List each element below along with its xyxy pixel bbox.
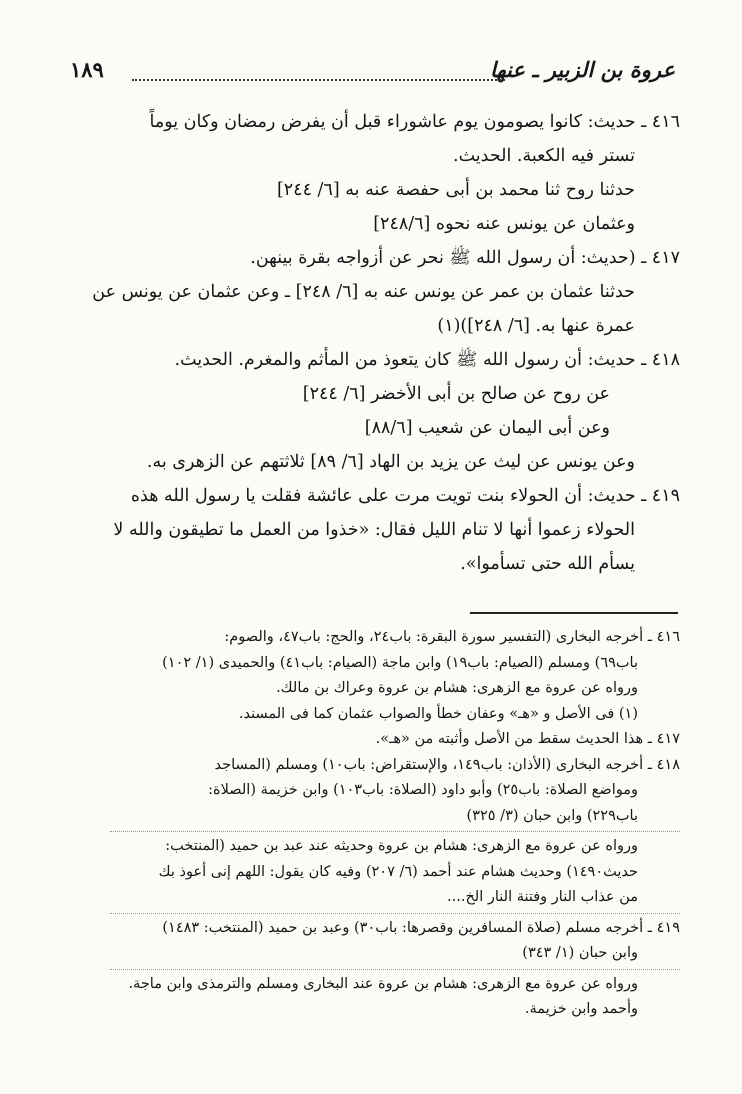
isnad-line: عمرة عنها به. [٦/ ٢٤٨])(١) (437, 316, 635, 336)
hadith-419-line-1: ٤١٩ ـ حديث: أن الحولاء بنت تويت مرت على عائشة فقلت يا رسول الله هذه (130, 486, 680, 506)
hadith-419-line-3: يسأم الله حتى تسأموا». (460, 554, 635, 574)
isnad-line: عن روح عن صالح بن أبى الأخضر [٦/ ٢٤٤] (302, 384, 610, 404)
isnad-line: وعن يونس عن ليث عن يزيد بن الهاد [٦/ ٨٩] ثلاثتهم عن الزهرى به. (146, 452, 635, 472)
isnad-line: حدثنا روح ثنا محمد بن أبى حفصة عنه به [٦/ ٢٤٤] (276, 180, 635, 200)
footnote-line: وأحمد وابن خزيمة. (524, 1001, 638, 1017)
footnotes (70, 625, 680, 1023)
hadith-416-line-2: تستر فيه الكعبة. الحديث. (453, 146, 635, 166)
footnote-line: ٤١٧ ـ هذا الحديث سقط من الأصل وأثبته من «هـ». (375, 731, 680, 747)
footnote-line: حديث١٤٩٠) وحديث هشام عند أحمد (٦/ ٢٠٧) وفيه كان يقول: اللهم إنى أعوذ بك (158, 863, 638, 880)
running-title: عروة بن الزبير ـ عنها (489, 57, 675, 82)
footnote-line: ومواضع الصلاة: باب٢٥) وأبو داود (الصلاة: باب١٠٣) وابن خزيمة (الصلاة: (208, 782, 638, 798)
footnote-line: ورواه عن عروة مع الزهرى: هشام بن عروة عند البخارى ومسلم والترمذى وابن ماجة. (128, 975, 638, 992)
footnote-line: ٤١٩ ـ أخرجه مسلم (صلاة المسافرين وقصرها: باب٣٠) وعبد بن حميد (المنتخب: ١٤٨٣) (162, 919, 680, 936)
header-dotted-rule (132, 79, 505, 81)
hadith-419-line-2: الحولاء زعموا أنها لا تنام الليل فقال: «خذوا من العمل ما تطيقون والله لا (113, 520, 635, 540)
footnote-divider (110, 913, 680, 914)
isnad-line: وعن أبى اليمان عن شعيب [٨٨/٦] (364, 418, 610, 438)
hadith-416-line-1: ٤١٦ ـ حديث: كانوا يصومون يوم عاشوراء قبل أن يفرض رمضان وكان يوماً (149, 112, 680, 132)
page-number: ١٨٩ (70, 57, 104, 82)
footnote-line: ٤١٨ ـ أخرجه البخارى (الأذان: باب١٤٩، والإستقراض: باب١٠) ومسلم (المساجد (214, 756, 680, 773)
footnote-line: باب٢٢٩) وابن حبان (٣/ ٣٢٥) (466, 807, 638, 824)
main-text (70, 105, 680, 581)
footnote-divider (110, 831, 680, 832)
footnote-line: ٤١٦ ـ أخرجه البخارى (التفسير سورة البقرة: باب٢٤، والحج: باب٤٧، والصوم: (224, 629, 680, 645)
footnote-line: (١) فى الأصل و «هـ» وعفان خطأ والصواب عثمان كما فى المسند. (238, 705, 638, 722)
hadith-417-line-1: ٤١٧ ـ (حديث: أن رسول الله ﷺ نحر عن أزواجه بقرة بينهن. (250, 248, 680, 268)
hadith-418-line-1: ٤١٨ ـ حديث: أن رسول الله ﷺ كان يتعوذ من المأثم والمغرم. الحديث. (174, 350, 680, 370)
footnote-line: ورواه عن عروة مع الزهرى: هشام بن عروة وحديثه عند عبد بن حميد (المنتخب: (165, 838, 638, 854)
footnote-divider (110, 969, 680, 970)
footnote-line: وابن حبان (١/ ٣٤٣) (522, 945, 638, 961)
footnote-line: ورواه عن عروة مع الزهرى: هشام بن عروة وعراك بن مالك. (276, 680, 638, 696)
footnote-line: من عذاب النار وفتنة النار الخ.... (447, 889, 638, 905)
running-header (70, 55, 675, 89)
isnad-line: وعثمان عن يونس عنه نحوه [٢٤٨/٦] (373, 214, 635, 234)
isnad-line: حدثنا عثمان بن عمر عن يونس عنه به [٦/ ٢٤٨] ـ وعن عثمان عن يونس عن (92, 282, 635, 302)
footnote-separator (470, 612, 678, 614)
footnote-line: باب٦٩) ومسلم (الصيام: باب١٩) وابن ماجة (الصيام: باب٤١) والحميدى (١/ ١٠٢) (162, 654, 638, 671)
